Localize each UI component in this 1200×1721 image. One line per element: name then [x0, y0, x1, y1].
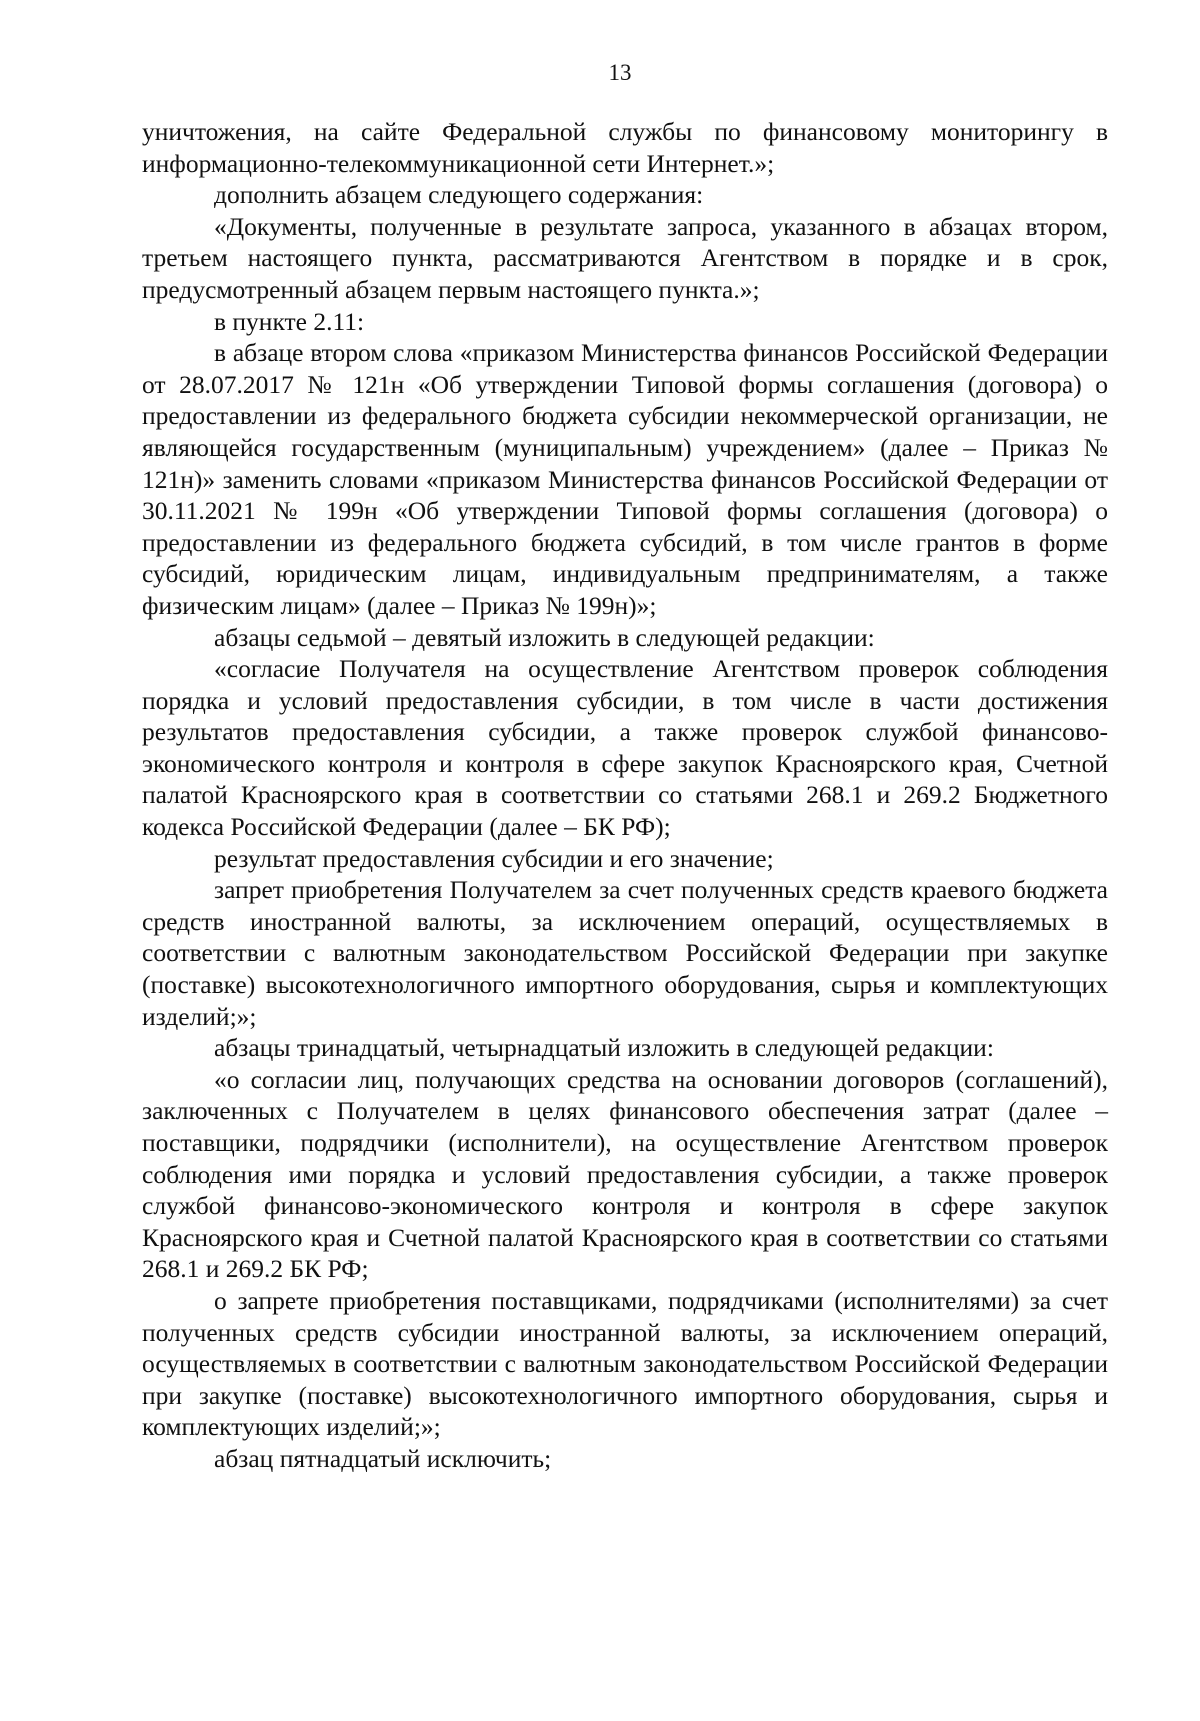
paragraph: «согласие Получателя на осуществление Агентством проверок соблюдения порядка и условий предоставления субсидии, в том числе в части достижения результатов предоставления субсидии, а также проверок службой финансово-экономического контроля и контроля в сфере закупок Красноярского края, Счетной палатой Красноярского края в соответствии со статьями 268.1 и 269.2 Бюджетного кодекса Российской Федерации (далее – БК РФ);	[142, 654, 1108, 842]
page-number: 13	[608, 60, 632, 85]
paragraph: запрет приобретения Получателем за счет полученных средств краевого бюджета средств иностранной валюты, за исключением операций, осуществляемых в соответствии с валютным законодательством Российской Федерации при закупке (поставке) высокотехнологичного импортного оборудования, сырья и комплектующих изделий;»;	[142, 875, 1108, 1031]
paragraph: «о согласии лиц, получающих средства на основании договоров (соглашений), заключенных с Получателем в целях финансового обеспечения затрат (далее – поставщики, подрядчики (исполнители), на осуществление Агентством проверок соблюдения ими порядка и условий предоставления субсидии, а также проверок службой финансово-экономического контроля и контроля в сфере закупок Красноярского края и Счетной палатой Красноярского края в соответствии со статьями 268.1 и 269.2 БК РФ;	[142, 1064, 1108, 1284]
paragraph: в пункте 2.11:	[214, 306, 365, 336]
paragraph: дополнить абзацем следующего содержания:	[214, 180, 704, 210]
paragraph-continued: уничтожения, на сайте Федеральной службы по финансовому мониторингу в информационно-телекоммуникационной сети Интернет.»;	[142, 117, 1108, 178]
paragraph: результат предоставления субсидии и его значение;	[214, 843, 774, 873]
paragraph: «Документы, полученные в результате запроса, указанного в абзацах втором, третьем настоящего пункта, рассматриваются Агентством в порядке и в срок, предусмотренный абзацем первым настоящего пункта.»;	[142, 211, 1108, 304]
paragraph: абзац пятнадцатый исключить;	[214, 1443, 552, 1473]
document-body	[142, 116, 1108, 1475]
paragraph: абзацы тринадцатый, четырнадцатый изложить в следующей редакции:	[214, 1033, 994, 1063]
paragraph: в абзаце втором слова «приказом Министерства финансов Российской Федерации от 28.07.2017 № 121н «Об утверждении Типовой формы соглашения (договора) о предоставлении из федерального бюджета субсидии некоммерческой организации, не являющейся государственным (муниципальным) учреждением» (далее – Приказ № 121н)» заменить словами «приказом Министерства финансов Российской Федерации от 30.11.2021 № 199н «Об утверждении Типовой формы соглашения (договора) о предоставлении из федерального бюджета субсидий, в том числе грантов в форме субсидий, юридическим лицам, индивидуальным предпринимателям, а также физическим лицам» (далее – Приказ № 199н)»;	[142, 338, 1108, 620]
paragraph: абзацы седьмой – девятый изложить в следующей редакции:	[214, 622, 875, 652]
paragraph: о запрете приобретения поставщиками, подрядчиками (исполнителями) за счет полученных средств субсидии иностранной валюты, за исключением операций, осуществляемых в соответствии с валютным законодательством Российской Федерации при закупке (поставке) высокотехнологичного импортного оборудования, сырья и комплектующих изделий;»;	[142, 1285, 1108, 1442]
